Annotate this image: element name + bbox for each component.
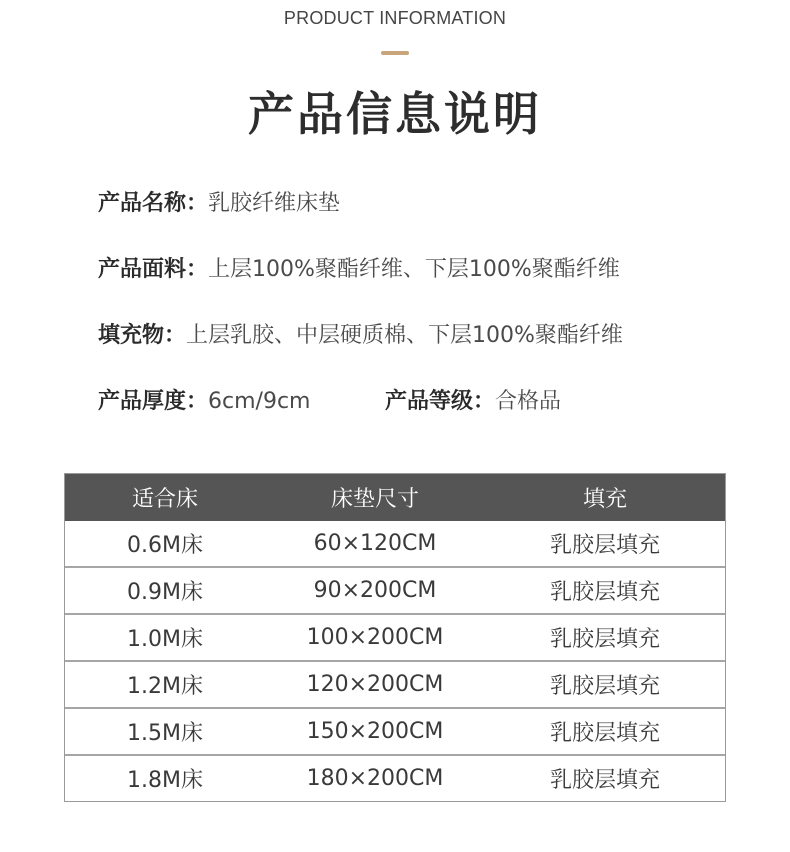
size-spec-table (64, 473, 726, 802)
table-row (65, 521, 725, 566)
info-label: 产品面料： (98, 257, 209, 282)
info-filling (98, 321, 623, 351)
table-header-row (65, 474, 725, 521)
table-header-cell: 填充 (582, 487, 627, 512)
table-cell: 0.6M床 (127, 533, 203, 558)
table-cell: 60×120CM (313, 531, 437, 556)
table-cell: 乳胶层填充 (549, 768, 660, 793)
info-grade (385, 387, 561, 417)
info-product-fabric (98, 255, 620, 285)
info-label: 产品厚度： (98, 389, 209, 414)
table-cell: 1.2M床 (127, 674, 203, 699)
info-product-name (98, 189, 340, 219)
page-title: 产品信息说明 (248, 87, 542, 141)
table-row (65, 660, 725, 707)
info-label: 产品等级： (385, 389, 496, 414)
table-cell: 1.8M床 (127, 768, 203, 793)
table-row (65, 707, 725, 754)
table-cell: 120×200CM (306, 672, 444, 697)
table-header-cell: 适合床 (131, 487, 198, 512)
table-cell: 100×200CM (306, 625, 444, 650)
table-cell: 150×200CM (306, 719, 444, 744)
table-cell: 乳胶层填充 (549, 674, 660, 699)
table-cell: 180×200CM (306, 766, 444, 791)
table-cell: 乳胶层填充 (549, 627, 660, 652)
info-thickness-grade (98, 387, 562, 417)
table-cell: 乳胶层填充 (549, 721, 660, 746)
table-cell: 乳胶层填充 (549, 580, 660, 605)
info-value: 上层乳胶、中层硬质棉、下层100%聚酯纤维 (186, 323, 623, 348)
info-label: 填充物： (98, 323, 187, 348)
table-cell: 1.0M床 (127, 627, 203, 652)
table-header-cell: 床垫尺寸 (330, 487, 419, 512)
info-value: 乳胶纤维床垫 (208, 191, 341, 216)
table-cell: 90×200CM (313, 578, 437, 603)
accent-bar (381, 51, 409, 55)
table-cell: 乳胶层填充 (549, 533, 660, 558)
table-row (65, 754, 725, 801)
table-cell: 1.5M床 (127, 721, 203, 746)
table-row (65, 613, 725, 660)
table-body (65, 521, 725, 801)
info-value: 上层100%聚酯纤维、下层100%聚酯纤维 (208, 257, 620, 282)
table-cell: 0.9M床 (127, 580, 203, 605)
section-eyebrow: PRODUCT INFORMATION (283, 8, 507, 28)
info-label: 产品名称： (98, 191, 209, 216)
info-value: 合格品 (495, 389, 562, 414)
table-row (65, 566, 725, 613)
info-value: 6cm/9cm (208, 389, 311, 414)
